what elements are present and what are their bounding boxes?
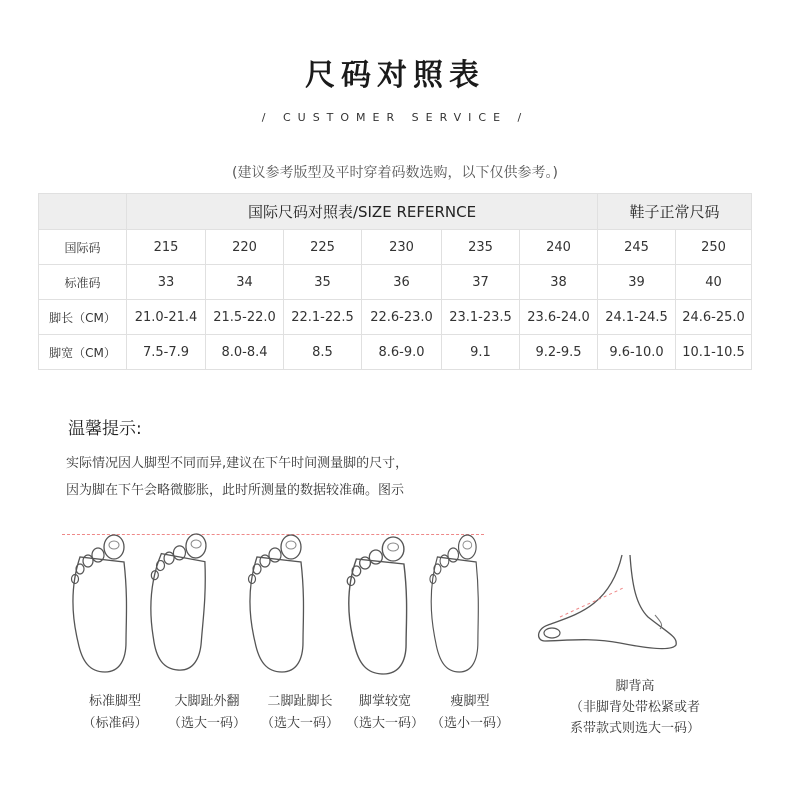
table-cell: 235	[442, 230, 520, 265]
table-cell: 22.6-23.0	[362, 300, 442, 335]
tips-line: 因为脚在下午会略微膨胀，此时所测量的数据较准确。图示	[66, 483, 405, 498]
table-cell: 9.6-10.0	[598, 335, 676, 370]
table-side-title: 鞋子正常尺码	[598, 194, 752, 230]
table-cell: 33	[127, 265, 206, 300]
page-subtitle: / CUSTOMER SERVICE /	[261, 111, 529, 124]
table-cell: 250	[676, 230, 752, 265]
table-row	[39, 300, 752, 335]
row-label: 脚长（CM）	[39, 300, 127, 335]
table-title: 国际尺码对照表/SIZE REFERNCE	[127, 194, 598, 230]
table-cell: 8.6-9.0	[362, 335, 442, 370]
row-label: 国际码	[39, 230, 127, 265]
table-cell: 34	[206, 265, 284, 300]
foot-type-label: 瘦脚型 （选小一码）	[430, 694, 509, 731]
foot-type-label: 标准脚型 （标准码）	[82, 694, 148, 731]
row-label: 脚宽（CM）	[39, 335, 127, 370]
table-cell: 38	[520, 265, 598, 300]
table-cell: 37	[442, 265, 520, 300]
table-cell: 240	[520, 230, 598, 265]
table-cell: 39	[598, 265, 676, 300]
table-header-row	[39, 194, 752, 230]
table-cell: 7.5-7.9	[127, 335, 206, 370]
reference-note: (建议参考版型及平时穿着码数选购，以下仅供参考。)	[232, 165, 558, 181]
table-cell: 8.5	[284, 335, 362, 370]
foot-type-label: 大脚趾外翻 （选大一码）	[167, 694, 246, 731]
table-cell: 35	[284, 265, 362, 300]
standard-foot-icon	[72, 535, 127, 672]
table-cell: 21.0-21.4	[127, 300, 206, 335]
table-cell: 245	[598, 230, 676, 265]
wide-foot-icon	[347, 537, 406, 674]
foot-illustrations	[0, 525, 790, 675]
table-cell: 23.6-24.0	[520, 300, 598, 335]
high-instep-label: 脚背高 （非脚背处带松紧或者 系带款式则选大一码）	[569, 679, 700, 736]
table-cell: 36	[362, 265, 442, 300]
foot-type-label: 脚掌较宽 （选大一码）	[345, 694, 424, 731]
table-cell: 22.1-22.5	[284, 300, 362, 335]
tips-title: 温馨提示:	[68, 419, 142, 439]
table-cell: 23.1-23.5	[442, 300, 520, 335]
table-cell: 24.6-25.0	[676, 300, 752, 335]
table-cell: 21.5-22.0	[206, 300, 284, 335]
table-header-blank	[39, 194, 127, 230]
table-row	[39, 265, 752, 300]
table-cell: 225	[284, 230, 362, 265]
page-title: 尺码对照表	[305, 58, 485, 93]
foot-type-label: 二脚趾脚长 （选大一码）	[260, 694, 339, 731]
table-row	[39, 230, 752, 265]
tips-line: 实际情况因人脚型不同而异,建议在下午时间测量脚的尺寸，	[66, 456, 409, 471]
table-cell: 40	[676, 265, 752, 300]
table-cell: 24.1-24.5	[598, 300, 676, 335]
high-instep-foot-icon	[539, 555, 677, 649]
table-cell: 220	[206, 230, 284, 265]
size-table	[38, 193, 752, 370]
table-cell: 9.1	[442, 335, 520, 370]
row-label: 标准码	[39, 265, 127, 300]
table-cell: 215	[127, 230, 206, 265]
table-cell: 9.2-9.5	[520, 335, 598, 370]
bunion-foot-icon	[145, 531, 209, 672]
table-cell: 230	[362, 230, 442, 265]
second-toe-foot-icon	[249, 535, 304, 672]
table-row	[39, 335, 752, 370]
tips-text	[66, 450, 408, 504]
table-cell: 8.0-8.4	[206, 335, 284, 370]
table-cell: 10.1-10.5	[676, 335, 752, 370]
slim-foot-icon	[430, 535, 478, 672]
